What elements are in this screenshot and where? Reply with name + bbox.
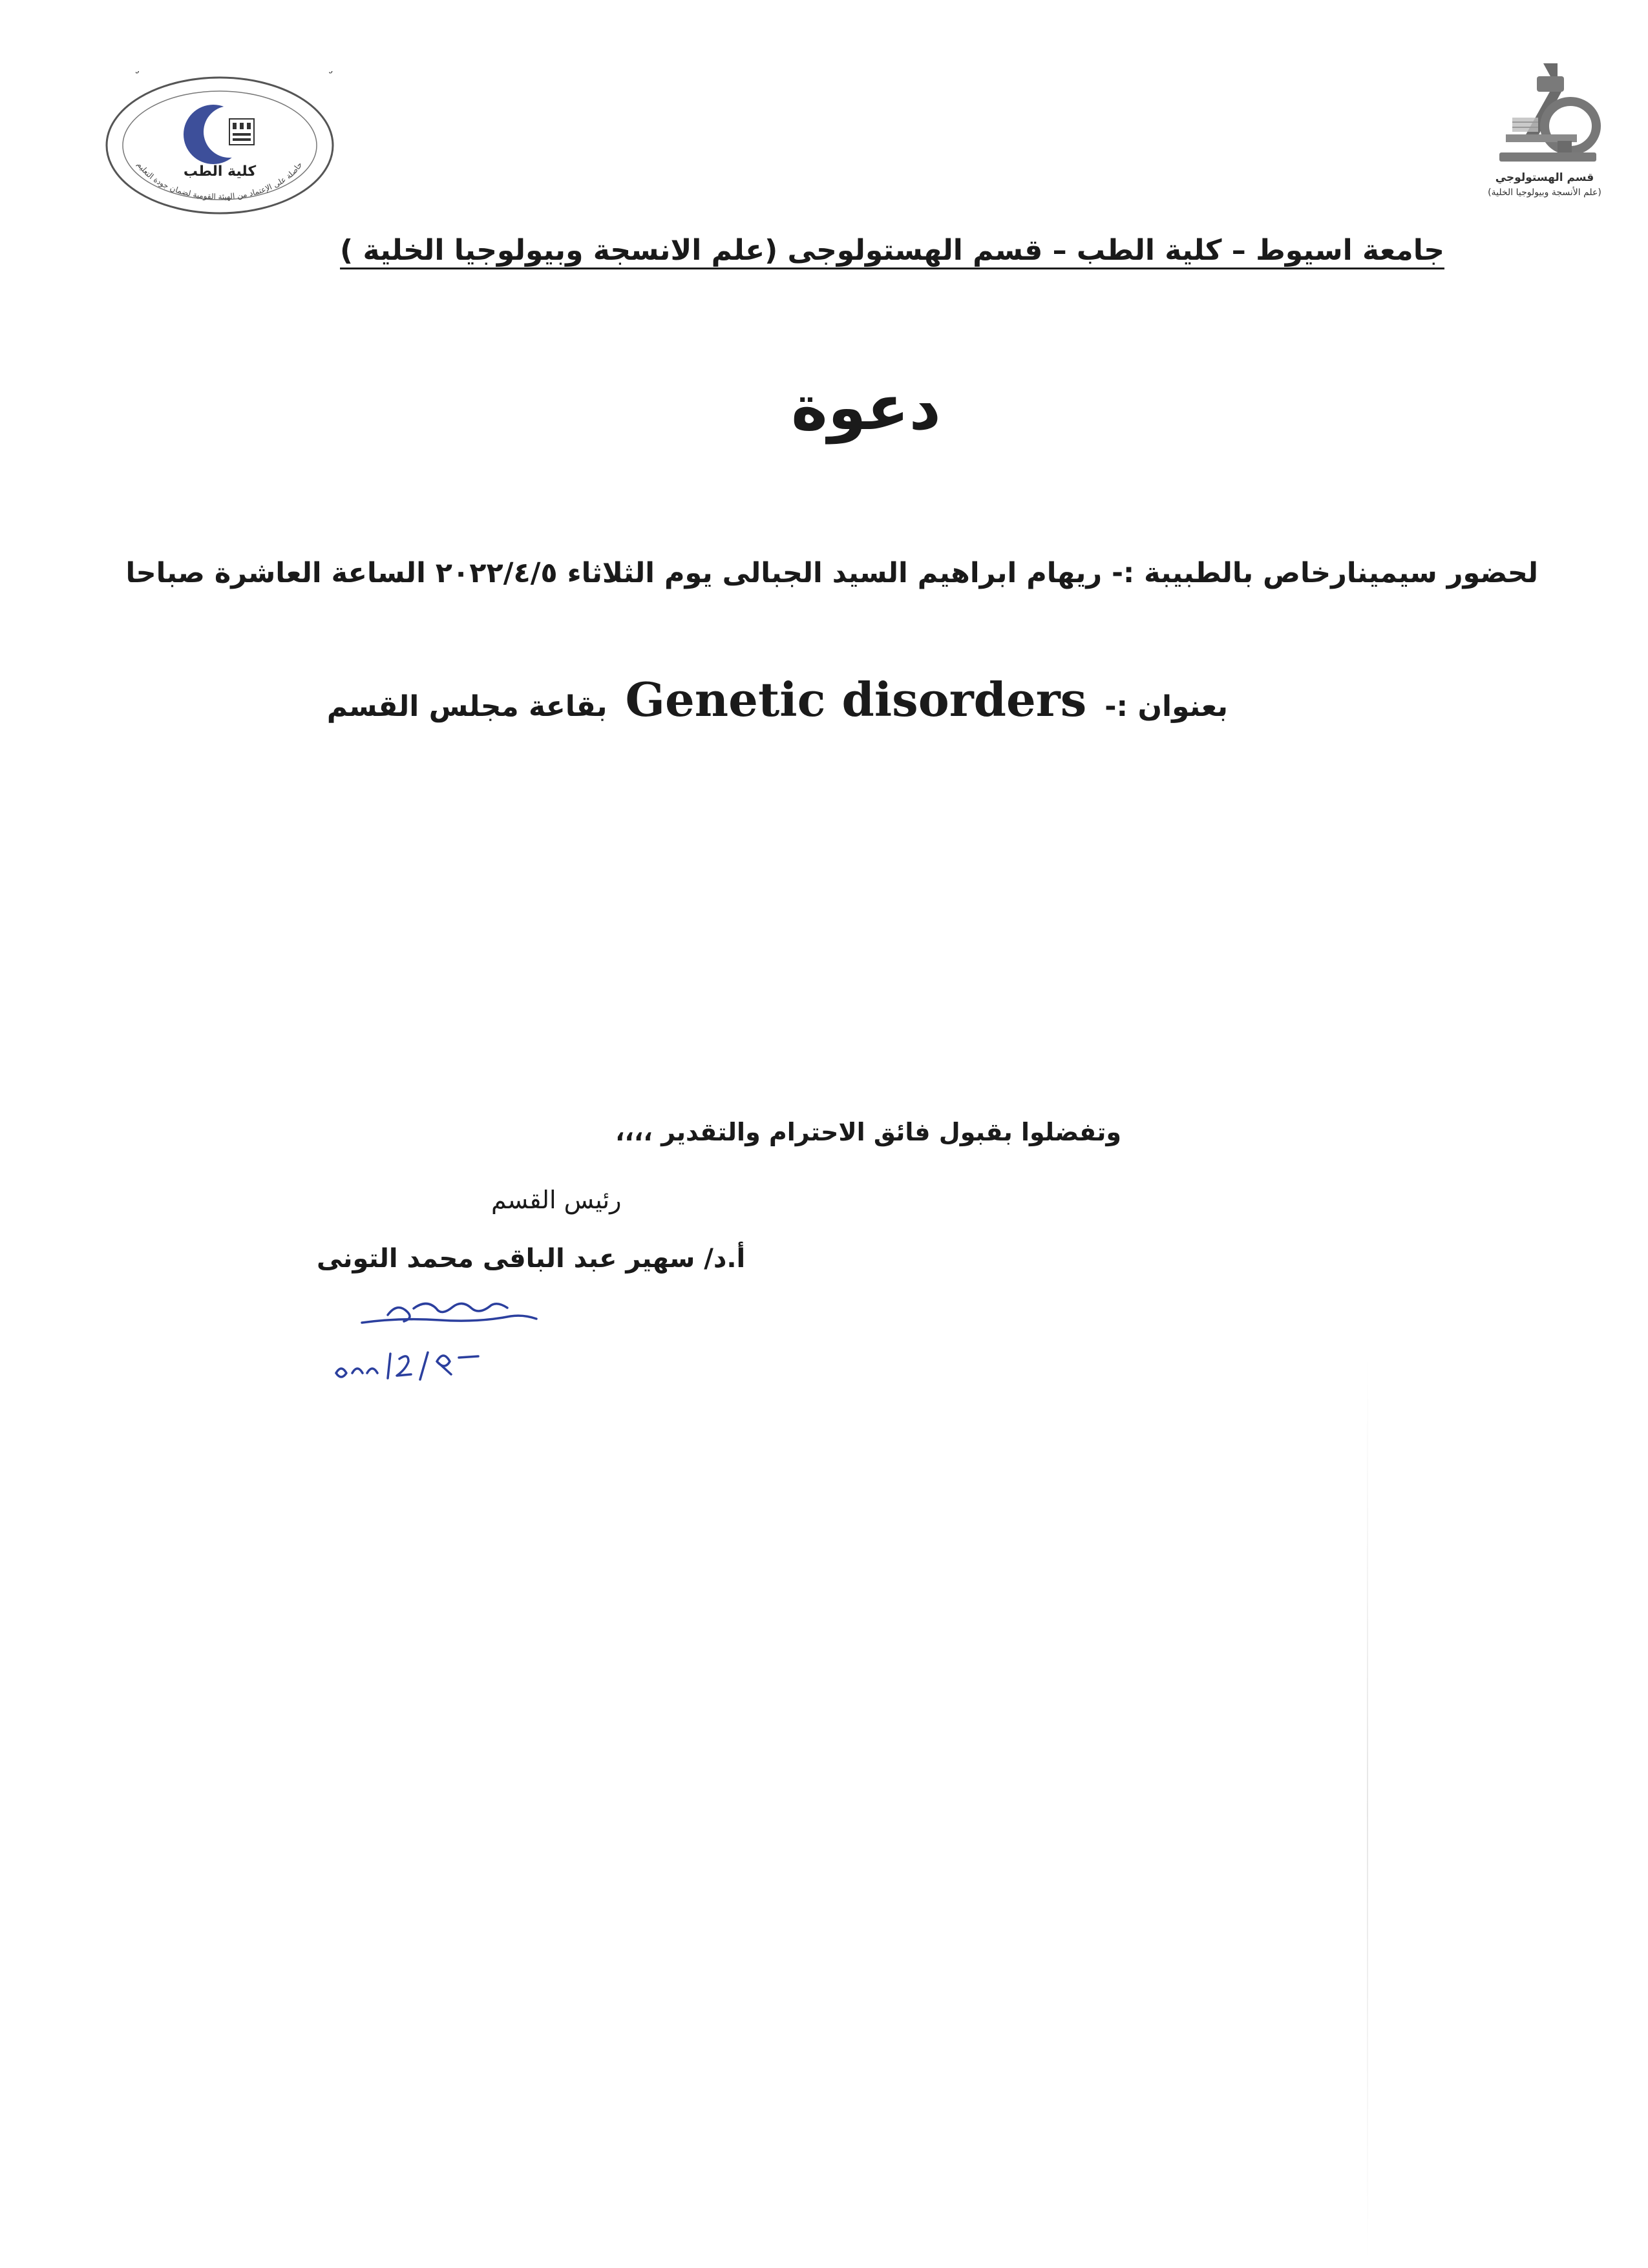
signatory-position: رئيس القسم [491, 1186, 622, 1214]
histology-logo-subcaption: (علم الأنسجة وبيولوجيا الخلية) [1488, 187, 1601, 198]
signatory-name: أ.د/ سهير عبد الباقى محمد التونى [317, 1244, 746, 1274]
invitation-text: لحضور سيمينارخاص بالطبيبة :- ريهام ابراهيم السيد الجبالى يوم الثلاثاء ٢٠٢٢/٤/٥ الساعة العاشرة صباحا [125, 557, 1538, 589]
seal-bottom-arc-text: حاصلة على الإعتماد من الهيئة القومية لضمان جودة التعليم [135, 160, 304, 202]
document-header: جامعة اسيوط – كلية الطب – قسم الهستولوجى (علم الانسجة وبيولوجيا الخلية ) [340, 234, 1444, 267]
microscope-icon [1461, 58, 1629, 171]
seminar-location: بقاعة مجلس القسم [326, 690, 607, 723]
seminar-subject [327, 672, 1228, 727]
seminar-title-en: Genetic disorders [625, 672, 1087, 727]
closing-text: وتفضلوا بقبول فائق الاحترام والتقدير ،،،، [615, 1118, 1121, 1146]
histology-department-logo [1461, 58, 1629, 207]
document-title: دعوة [791, 372, 941, 444]
scan-artifact-line [1367, 1357, 1368, 2262]
subject-prefix: بعنوان :- [1104, 690, 1228, 723]
histology-logo-caption: قسم الهستولوجي [1495, 171, 1594, 184]
handwritten-signature-icon [323, 1283, 582, 1399]
faculty-of-medicine-seal-icon [97, 71, 343, 220]
seal-name-text: كلية الطب [183, 163, 257, 180]
seal-top-arc-text [97, 71, 335, 74]
